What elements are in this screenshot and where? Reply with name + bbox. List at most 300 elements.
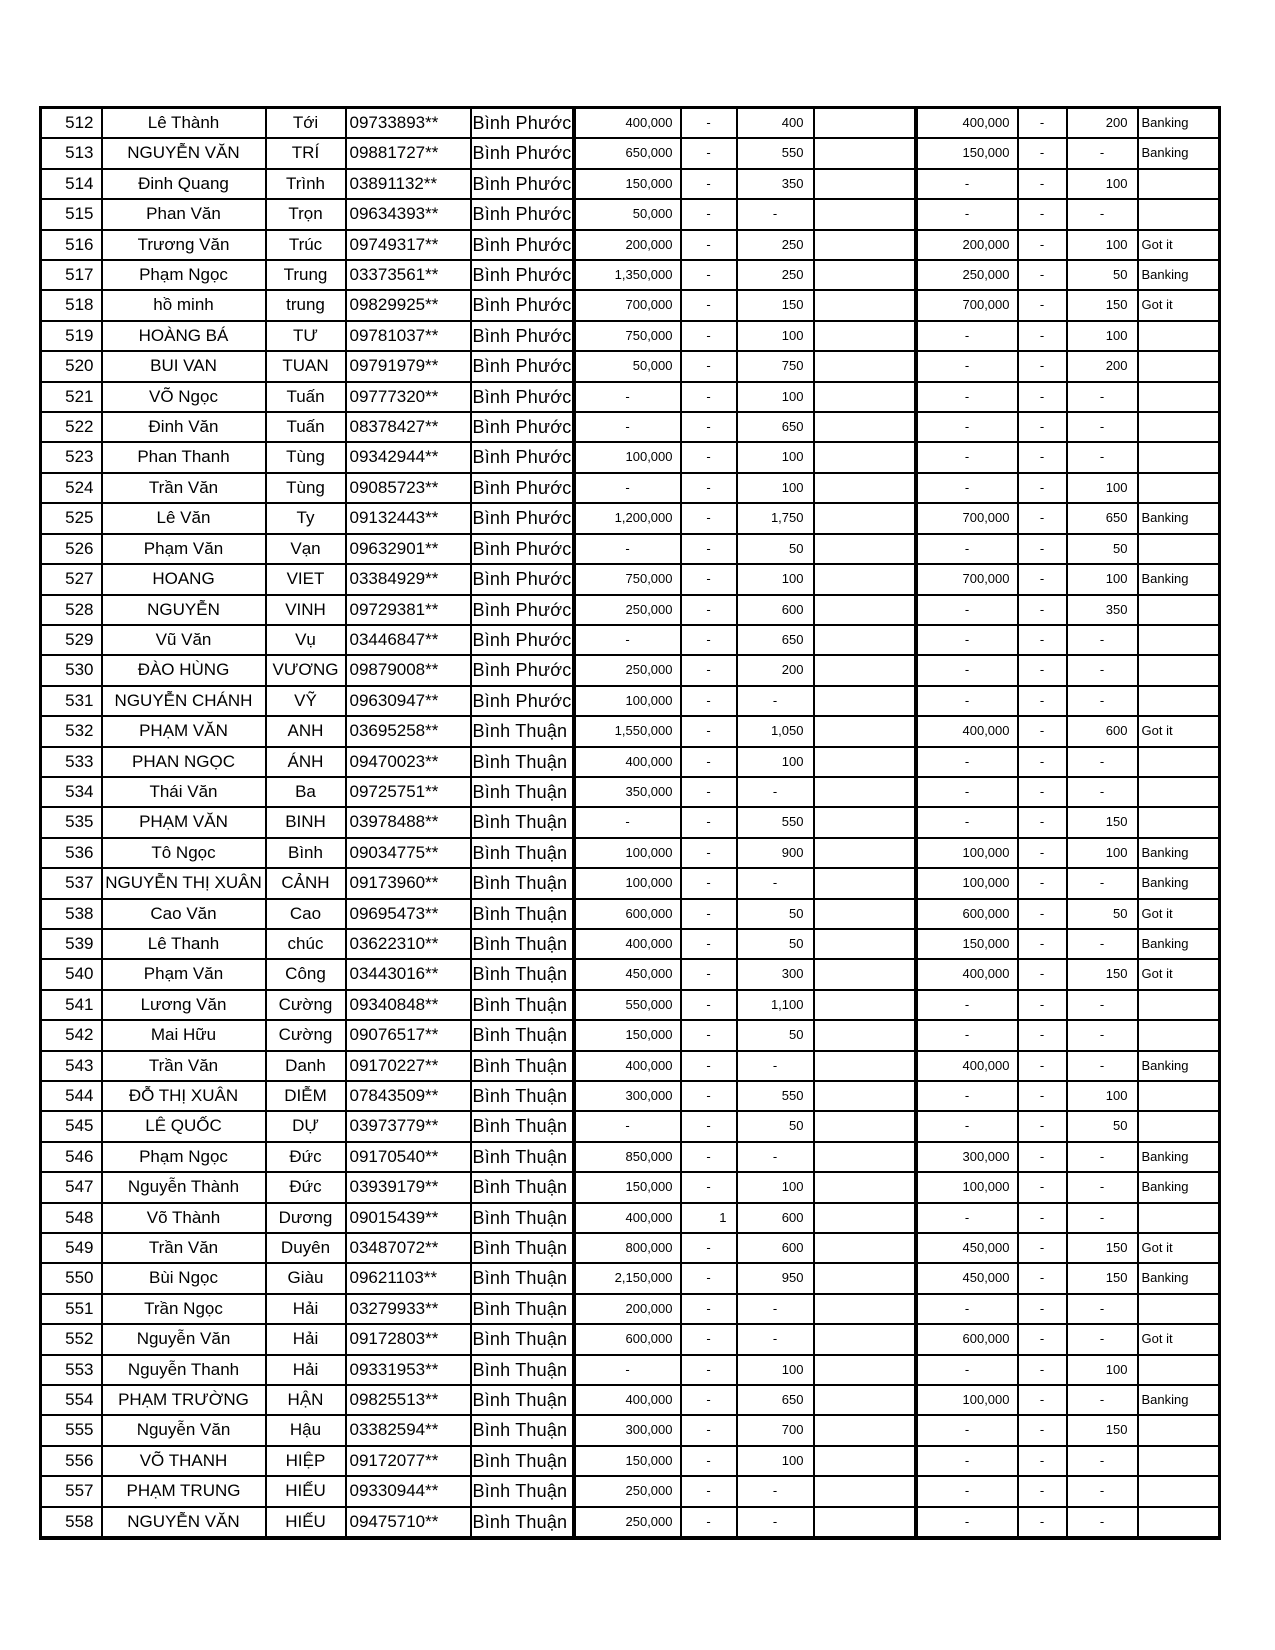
cell-qty-1: 550: [737, 138, 814, 168]
cell-blank: [814, 1324, 916, 1354]
cell-mark-1: -: [681, 1081, 737, 1111]
cell-row-no: 535: [41, 807, 102, 837]
cell-amount-1: 550,000: [574, 990, 681, 1020]
cell-blank: [814, 1385, 916, 1415]
cell-amount-1: 250,000: [574, 655, 681, 685]
cell-blank: [814, 838, 916, 868]
cell-blank: [814, 1051, 916, 1081]
cell-amount-2: 400,000: [916, 716, 1018, 746]
cell-qty-1: 750: [737, 351, 814, 381]
cell-qty-1: 150: [737, 290, 814, 320]
cell-blank: [814, 1263, 916, 1293]
cell-mark-1: -: [681, 1324, 737, 1354]
cell-first-name: CẢNH: [266, 868, 346, 898]
cell-qty-2: 150: [1067, 1415, 1138, 1445]
cell-status: [1138, 1081, 1220, 1111]
cell-phone: 08378427**: [346, 412, 471, 442]
cell-row-no: 528: [41, 595, 102, 625]
table-row: [41, 138, 1220, 168]
cell-phone: 09777320**: [346, 382, 471, 412]
cell-qty-2: -: [1067, 199, 1138, 229]
cell-row-no: 550: [41, 1263, 102, 1293]
cell-first-name: HIỆP: [266, 1446, 346, 1476]
cell-phone: 03382594**: [346, 1415, 471, 1445]
cell-province: Bình Phước: [471, 534, 574, 564]
cell-province: Bình Thuận: [471, 1294, 574, 1324]
cell-phone: 09825513**: [346, 1385, 471, 1415]
cell-mark-1: -: [681, 534, 737, 564]
cell-mark-1: -: [681, 412, 737, 442]
table-row: [41, 1263, 1220, 1293]
cell-mark-2: -: [1018, 442, 1067, 472]
cell-first-name: Cường: [266, 990, 346, 1020]
cell-row-no: 558: [41, 1507, 102, 1538]
cell-row-no: 545: [41, 1111, 102, 1141]
cell-mark-2: -: [1018, 1355, 1067, 1385]
cell-amount-2: -: [916, 321, 1018, 351]
cell-mark-2: -: [1018, 1294, 1067, 1324]
cell-qty-1: -: [737, 1507, 814, 1538]
cell-blank: [814, 716, 916, 746]
cell-mark-2: -: [1018, 503, 1067, 533]
cell-row-no: 552: [41, 1324, 102, 1354]
cell-first-name: HIẾU: [266, 1476, 346, 1506]
cell-mark-1: -: [681, 1355, 737, 1385]
cell-row-no: 525: [41, 503, 102, 533]
cell-phone: 09749317**: [346, 230, 471, 260]
cell-qty-2: 100: [1067, 1081, 1138, 1111]
cell-qty-1: -: [737, 686, 814, 716]
cell-status: [1138, 1294, 1220, 1324]
cell-row-no: 555: [41, 1415, 102, 1445]
cell-phone: 07843509**: [346, 1081, 471, 1111]
cell-mark-2: -: [1018, 230, 1067, 260]
cell-mark-2: -: [1018, 929, 1067, 959]
cell-province: Bình Thuận: [471, 899, 574, 929]
cell-qty-2: 600: [1067, 716, 1138, 746]
cell-phone: 09015439**: [346, 1203, 471, 1233]
cell-blank: [814, 321, 916, 351]
cell-first-name: Ty: [266, 503, 346, 533]
cell-mark-1: -: [681, 929, 737, 959]
cell-blank: [814, 1203, 916, 1233]
cell-mark-2: -: [1018, 686, 1067, 716]
cell-mark-1: -: [681, 351, 737, 381]
cell-qty-2: -: [1067, 1294, 1138, 1324]
cell-mark-2: -: [1018, 564, 1067, 594]
cell-last-name: Trần Ngọc: [102, 1294, 266, 1324]
cell-amount-1: 600,000: [574, 1324, 681, 1354]
cell-status: Banking: [1138, 868, 1220, 898]
cell-row-no: 541: [41, 990, 102, 1020]
cell-province: Bình Thuận: [471, 838, 574, 868]
cell-qty-1: -: [737, 1476, 814, 1506]
cell-qty-1: 300: [737, 959, 814, 989]
cell-phone: 09132443**: [346, 503, 471, 533]
table-row: [41, 1051, 1220, 1081]
cell-province: Bình Thuận: [471, 1324, 574, 1354]
cell-province: Bình Phước: [471, 625, 574, 655]
cell-blank: [814, 807, 916, 837]
cell-last-name: Đinh Quang: [102, 169, 266, 199]
cell-row-no: 532: [41, 716, 102, 746]
cell-qty-2: 100: [1067, 564, 1138, 594]
cell-province: Bình Thuận: [471, 868, 574, 898]
cell-first-name: trung: [266, 290, 346, 320]
cell-qty-1: 50: [737, 1020, 814, 1050]
cell-last-name: PHẠM TRƯỜNG: [102, 1385, 266, 1415]
cell-first-name: ANH: [266, 716, 346, 746]
cell-first-name: TUAN: [266, 351, 346, 381]
cell-mark-1: -: [681, 108, 737, 139]
cell-amount-1: 750,000: [574, 564, 681, 594]
cell-first-name: VIET: [266, 564, 346, 594]
cell-amount-1: 400,000: [574, 747, 681, 777]
cell-amount-2: 450,000: [916, 1263, 1018, 1293]
cell-amount-2: -: [916, 807, 1018, 837]
cell-last-name: Mai Hữu: [102, 1020, 266, 1050]
cell-row-no: 513: [41, 138, 102, 168]
cell-mark-2: -: [1018, 351, 1067, 381]
cell-qty-1: 100: [737, 442, 814, 472]
cell-last-name: VÕ Ngọc: [102, 382, 266, 412]
cell-first-name: Vụ: [266, 625, 346, 655]
cell-amount-2: 100,000: [916, 1172, 1018, 1202]
cell-mark-2: -: [1018, 199, 1067, 229]
cell-amount-1: 150,000: [574, 169, 681, 199]
cell-province: Bình Phước: [471, 503, 574, 533]
cell-blank: [814, 503, 916, 533]
cell-mark-2: -: [1018, 108, 1067, 139]
table-row: [41, 1203, 1220, 1233]
cell-phone: 09470023**: [346, 747, 471, 777]
cell-first-name: VỸ: [266, 686, 346, 716]
cell-blank: [814, 1415, 916, 1445]
cell-province: Bình Phước: [471, 655, 574, 685]
cell-province: Bình Thuận: [471, 1385, 574, 1415]
cell-phone: 09829925**: [346, 290, 471, 320]
cell-last-name: Nguyễn Văn: [102, 1324, 266, 1354]
cell-province: Bình Thuận: [471, 807, 574, 837]
cell-status: [1138, 1203, 1220, 1233]
cell-blank: [814, 108, 916, 139]
cell-amount-2: 150,000: [916, 138, 1018, 168]
cell-first-name: Danh: [266, 1051, 346, 1081]
cell-qty-2: -: [1067, 929, 1138, 959]
cell-amount-1: 50,000: [574, 351, 681, 381]
cell-phone: 09630947**: [346, 686, 471, 716]
cell-phone: 09034775**: [346, 838, 471, 868]
cell-mark-2: -: [1018, 777, 1067, 807]
cell-province: Bình Thuận: [471, 1020, 574, 1050]
cell-qty-2: -: [1067, 1385, 1138, 1415]
cell-mark-2: -: [1018, 716, 1067, 746]
cell-qty-1: -: [737, 199, 814, 229]
cell-last-name: Phạm Ngọc: [102, 260, 266, 290]
cell-first-name: DỰ: [266, 1111, 346, 1141]
cell-blank: [814, 230, 916, 260]
cell-amount-1: 100,000: [574, 442, 681, 472]
cell-qty-2: 100: [1067, 838, 1138, 868]
cell-qty-1: 50: [737, 899, 814, 929]
cell-last-name: Vũ Văn: [102, 625, 266, 655]
cell-province: Bình Phước: [471, 138, 574, 168]
cell-row-no: 526: [41, 534, 102, 564]
cell-blank: [814, 1476, 916, 1506]
cell-blank: [814, 595, 916, 625]
table-row: [41, 1081, 1220, 1111]
cell-province: Bình Thuận: [471, 1263, 574, 1293]
cell-mark-2: -: [1018, 1385, 1067, 1415]
table-row: [41, 1294, 1220, 1324]
cell-mark-1: -: [681, 138, 737, 168]
table-row: [41, 625, 1220, 655]
cell-first-name: Duyên: [266, 1233, 346, 1263]
cell-status: [1138, 990, 1220, 1020]
cell-province: Bình Phước: [471, 564, 574, 594]
cell-blank: [814, 473, 916, 503]
cell-mark-1: -: [681, 807, 737, 837]
cell-amount-2: -: [916, 1355, 1018, 1385]
table-row: [41, 747, 1220, 777]
cell-last-name: VÕ THANH: [102, 1446, 266, 1476]
cell-status: [1138, 412, 1220, 442]
table-row: [41, 108, 1220, 139]
cell-phone: 09879008**: [346, 655, 471, 685]
cell-mark-2: -: [1018, 1142, 1067, 1172]
cell-last-name: PHẠM VĂN: [102, 807, 266, 837]
cell-mark-2: -: [1018, 473, 1067, 503]
cell-qty-1: 50: [737, 534, 814, 564]
cell-phone: 09085723**: [346, 473, 471, 503]
cell-status: Got it: [1138, 290, 1220, 320]
cell-phone: 03891132**: [346, 169, 471, 199]
cell-qty-2: 200: [1067, 108, 1138, 139]
cell-mark-2: -: [1018, 290, 1067, 320]
cell-qty-1: -: [737, 868, 814, 898]
cell-qty-1: 1,100: [737, 990, 814, 1020]
cell-mark-2: -: [1018, 1111, 1067, 1141]
cell-mark-2: -: [1018, 534, 1067, 564]
table-row: [41, 807, 1220, 837]
cell-status: Banking: [1138, 929, 1220, 959]
cell-amount-2: -: [916, 1203, 1018, 1233]
cell-amount-2: -: [916, 412, 1018, 442]
cell-amount-1: -: [574, 412, 681, 442]
cell-last-name: Bùi Ngọc: [102, 1263, 266, 1293]
cell-province: Bình Phước: [471, 595, 574, 625]
cell-province: Bình Phước: [471, 169, 574, 199]
cell-first-name: Cường: [266, 1020, 346, 1050]
cell-province: Bình Thuận: [471, 959, 574, 989]
cell-mark-2: -: [1018, 868, 1067, 898]
cell-qty-1: 1,050: [737, 716, 814, 746]
cell-province: Bình Phước: [471, 321, 574, 351]
cell-mark-1: -: [681, 1385, 737, 1415]
cell-qty-2: 50: [1067, 1111, 1138, 1141]
cell-first-name: Trọn: [266, 199, 346, 229]
cell-mark-1: -: [681, 290, 737, 320]
cell-row-no: 521: [41, 382, 102, 412]
cell-phone: 09881727**: [346, 138, 471, 168]
cell-row-no: 517: [41, 260, 102, 290]
cell-mark-1: -: [681, 1142, 737, 1172]
cell-row-no: 514: [41, 169, 102, 199]
cell-qty-1: 250: [737, 230, 814, 260]
cell-status: Banking: [1138, 1051, 1220, 1081]
cell-blank: [814, 1142, 916, 1172]
cell-qty-1: 550: [737, 807, 814, 837]
cell-mark-1: -: [681, 1294, 737, 1324]
cell-qty-1: 100: [737, 1446, 814, 1476]
cell-province: Bình Phước: [471, 473, 574, 503]
cell-blank: [814, 442, 916, 472]
cell-mark-1: -: [681, 503, 737, 533]
cell-amount-2: 400,000: [916, 108, 1018, 139]
cell-amount-1: 100,000: [574, 838, 681, 868]
table-row: [41, 260, 1220, 290]
cell-blank: [814, 625, 916, 655]
cell-qty-1: 100: [737, 321, 814, 351]
cell-amount-1: 150,000: [574, 1172, 681, 1202]
cell-qty-2: 200: [1067, 351, 1138, 381]
cell-amount-1: 400,000: [574, 1051, 681, 1081]
cell-mark-1: -: [681, 716, 737, 746]
cell-mark-1: -: [681, 564, 737, 594]
cell-status: [1138, 1415, 1220, 1445]
cell-amount-2: 100,000: [916, 1385, 1018, 1415]
cell-phone: 09342944**: [346, 442, 471, 472]
cell-mark-2: -: [1018, 838, 1067, 868]
cell-qty-1: 100: [737, 747, 814, 777]
cell-amount-1: 300,000: [574, 1081, 681, 1111]
cell-qty-1: 200: [737, 655, 814, 685]
cell-phone: 03695258**: [346, 716, 471, 746]
table-row: [41, 199, 1220, 229]
cell-first-name: Trung: [266, 260, 346, 290]
cell-mark-1: 1: [681, 1203, 737, 1233]
cell-province: Bình Thuận: [471, 1142, 574, 1172]
cell-qty-1: 50: [737, 1111, 814, 1141]
cell-province: Bình Thuận: [471, 1415, 574, 1445]
cell-row-no: 549: [41, 1233, 102, 1263]
cell-province: Bình Phước: [471, 351, 574, 381]
table-row: [41, 534, 1220, 564]
cell-mark-1: -: [681, 868, 737, 898]
cell-mark-1: -: [681, 199, 737, 229]
cell-first-name: Giàu: [266, 1263, 346, 1293]
cell-amount-2: -: [916, 1476, 1018, 1506]
cell-blank: [814, 1446, 916, 1476]
cell-mark-1: -: [681, 777, 737, 807]
cell-first-name: VƯƠNG: [266, 655, 346, 685]
table-row: [41, 1111, 1220, 1141]
cell-blank: [814, 412, 916, 442]
cell-mark-1: -: [681, 595, 737, 625]
cell-phone: 03973779**: [346, 1111, 471, 1141]
cell-amount-1: 800,000: [574, 1233, 681, 1263]
cell-first-name: Vạn: [266, 534, 346, 564]
cell-blank: [814, 1020, 916, 1050]
table-row: [41, 1020, 1220, 1050]
cell-blank: [814, 655, 916, 685]
cell-row-no: 523: [41, 442, 102, 472]
cell-row-no: 512: [41, 108, 102, 139]
table-row: [41, 564, 1220, 594]
cell-phone: 03487072**: [346, 1233, 471, 1263]
cell-qty-1: 600: [737, 1233, 814, 1263]
cell-mark-1: -: [681, 1263, 737, 1293]
cell-amount-1: 250,000: [574, 595, 681, 625]
cell-amount-2: 250,000: [916, 260, 1018, 290]
cell-qty-2: 150: [1067, 959, 1138, 989]
table-row: [41, 838, 1220, 868]
cell-qty-1: 650: [737, 1385, 814, 1415]
cell-mark-2: -: [1018, 625, 1067, 655]
cell-mark-1: -: [681, 1233, 737, 1263]
cell-blank: [814, 1081, 916, 1111]
cell-last-name: ĐỖ THỊ XUÂN: [102, 1081, 266, 1111]
cell-last-name: NGUYỄN VĂN: [102, 1507, 266, 1538]
cell-phone: 03443016**: [346, 959, 471, 989]
cell-phone: 09621103**: [346, 1263, 471, 1293]
cell-last-name: Cao Văn: [102, 899, 266, 929]
cell-amount-1: 400,000: [574, 1385, 681, 1415]
cell-status: [1138, 625, 1220, 655]
cell-province: Bình Thuận: [471, 1111, 574, 1141]
cell-row-no: 527: [41, 564, 102, 594]
cell-amount-1: 200,000: [574, 1294, 681, 1324]
table-row: [41, 169, 1220, 199]
cell-qty-1: 350: [737, 169, 814, 199]
cell-amount-2: -: [916, 777, 1018, 807]
cell-amount-2: 100,000: [916, 868, 1018, 898]
cell-blank: [814, 868, 916, 898]
cell-qty-2: 100: [1067, 169, 1138, 199]
cell-row-no: 530: [41, 655, 102, 685]
cell-phone: 09729381**: [346, 595, 471, 625]
cell-row-no: 522: [41, 412, 102, 442]
cell-first-name: Đức: [266, 1172, 346, 1202]
cell-qty-1: 100: [737, 473, 814, 503]
cell-qty-2: 350: [1067, 595, 1138, 625]
cell-amount-1: 750,000: [574, 321, 681, 351]
cell-status: Banking: [1138, 260, 1220, 290]
cell-mark-1: -: [681, 1507, 737, 1538]
cell-qty-1: 600: [737, 1203, 814, 1233]
cell-province: Bình Thuận: [471, 990, 574, 1020]
cell-mark-1: -: [681, 442, 737, 472]
cell-first-name: DIỄM: [266, 1081, 346, 1111]
cell-phone: 09632901**: [346, 534, 471, 564]
cell-mark-1: -: [681, 382, 737, 412]
cell-status: Banking: [1138, 1172, 1220, 1202]
cell-amount-2: 700,000: [916, 290, 1018, 320]
table-row: [41, 929, 1220, 959]
cell-mark-2: -: [1018, 655, 1067, 685]
table-row: [41, 1233, 1220, 1263]
cell-phone: 03446847**: [346, 625, 471, 655]
cell-blank: [814, 1507, 916, 1538]
cell-last-name: Trần Văn: [102, 473, 266, 503]
cell-first-name: Hậu: [266, 1415, 346, 1445]
table-row: [41, 1415, 1220, 1445]
cell-province: Bình Thuận: [471, 777, 574, 807]
cell-qty-1: 550: [737, 1081, 814, 1111]
table-row: [41, 1507, 1220, 1538]
cell-last-name: PHAN NGỌC: [102, 747, 266, 777]
cell-phone: 03373561**: [346, 260, 471, 290]
